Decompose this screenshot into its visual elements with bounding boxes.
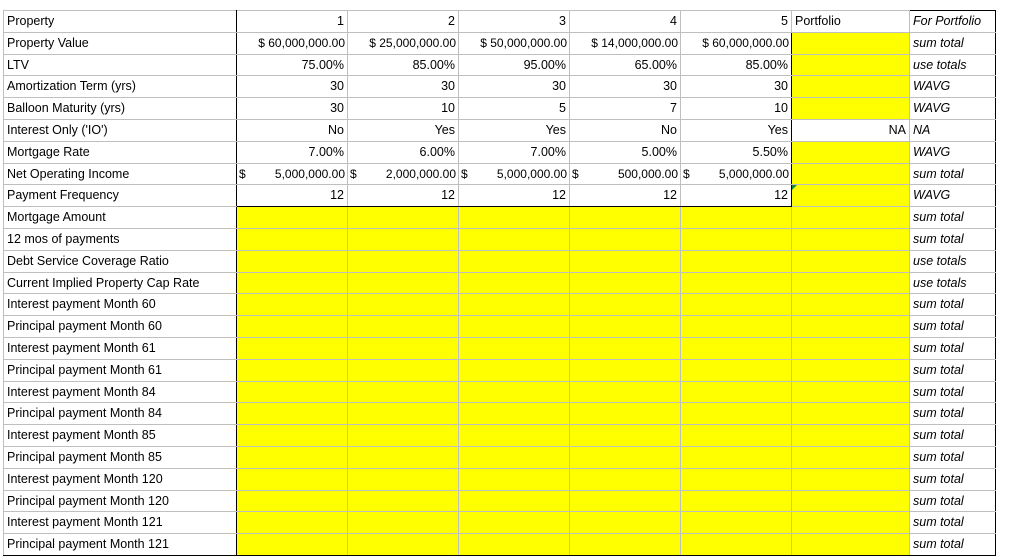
value-cell[interactable] [348,294,459,316]
row-label[interactable]: Principal payment Month 60 [4,316,237,338]
value-cell[interactable] [681,490,792,512]
portfolio-header-cell[interactable]: Portfolio [792,11,910,33]
input-row [4,141,996,163]
aggregation-note[interactable]: WAVG [910,185,996,207]
value-cell[interactable]: 30 [348,76,459,98]
value-cell[interactable]: 12 [681,185,792,207]
value-cell[interactable] [348,468,459,490]
aggregation-note[interactable]: sum total [910,163,996,185]
value-cell[interactable]: $ 14,000,000.00 [570,32,681,54]
row-label[interactable]: Payment Frequency [4,185,237,207]
value-cell[interactable] [570,294,681,316]
value-cell[interactable] [570,316,681,338]
value-cell[interactable] [681,207,792,229]
value-cell[interactable] [237,381,348,403]
value-cell[interactable]: 30 [459,76,570,98]
value-cell[interactable] [681,163,792,185]
value-cell[interactable] [348,337,459,359]
output-row [4,512,996,534]
value-cell[interactable]: 5.50% [681,141,792,163]
aggregation-note[interactable]: sum total [910,468,996,490]
value-cell[interactable] [570,207,681,229]
value-cell[interactable] [348,534,459,556]
value-cell[interactable] [570,403,681,425]
property-number-cell[interactable]: 2 [348,11,459,33]
portfolio-cell[interactable] [792,294,910,316]
value-cell[interactable]: No [237,119,348,141]
value-cell[interactable] [681,272,792,294]
portfolio-cell[interactable] [792,228,910,250]
property-number-cell[interactable]: 3 [459,11,570,33]
value-cell[interactable]: 85.00% [681,54,792,76]
value-cell[interactable] [237,228,348,250]
value-cell[interactable] [348,316,459,338]
value-cell[interactable]: Yes [348,119,459,141]
grid-body [4,11,996,556]
row-label[interactable]: Principal payment Month 85 [4,446,237,468]
portfolio-cell[interactable] [792,490,910,512]
value-cell[interactable] [237,490,348,512]
value-cell[interactable] [237,446,348,468]
value-cell[interactable]: 95.00% [459,54,570,76]
portfolio-cell[interactable] [792,272,910,294]
value-cell[interactable]: 7.00% [237,141,348,163]
input-row [4,119,996,141]
value-cell[interactable] [237,316,348,338]
value-cell[interactable] [237,294,348,316]
currency-symbol: $ [239,166,246,181]
aggregation-note[interactable]: sum total [910,490,996,512]
value-cell[interactable]: $ 60,000,000.00 [237,32,348,54]
value-cell[interactable] [237,403,348,425]
aggregation-note[interactable]: sum total [910,446,996,468]
value-cell[interactable] [348,381,459,403]
portfolio-cell[interactable] [792,54,910,76]
portfolio-cell[interactable] [792,316,910,338]
output-row [4,359,996,381]
value-cell[interactable]: 65.00% [570,54,681,76]
row-label[interactable]: Amortization Term (yrs) [4,76,237,98]
value-cell[interactable] [348,403,459,425]
value-cell[interactable] [459,207,570,229]
row-label[interactable]: Net Operating Income [4,163,237,185]
aggregation-note[interactable]: sum total [910,381,996,403]
header-row [4,11,996,33]
value-cell[interactable] [681,250,792,272]
row-label[interactable]: LTV [4,54,237,76]
row-label[interactable]: Interest payment Month 120 [4,468,237,490]
output-row [4,250,996,272]
value-cell[interactable]: 75.00% [237,54,348,76]
aggregation-note[interactable]: sum total [910,359,996,381]
output-row [4,207,996,229]
value-cell[interactable] [681,425,792,447]
value-cell[interactable] [570,534,681,556]
value-cell[interactable] [459,272,570,294]
value-cell[interactable] [570,468,681,490]
aggregation-note[interactable]: use totals [910,250,996,272]
currency-symbol: $ [461,166,468,181]
row-label[interactable]: Principal payment Month 84 [4,403,237,425]
value-cell[interactable]: 7.00% [459,141,570,163]
value-cell[interactable] [459,228,570,250]
value-cell[interactable]: 6.00% [348,141,459,163]
input-row [4,54,996,76]
value-cell[interactable] [237,272,348,294]
input-row [4,185,996,207]
output-row [4,425,996,447]
value-cell[interactable] [681,337,792,359]
portfolio-cell[interactable] [792,446,910,468]
value-cell[interactable] [681,228,792,250]
row-label[interactable]: Property [4,11,237,33]
aggregation-note[interactable]: sum total [910,316,996,338]
portfolio-cell[interactable] [792,403,910,425]
value-cell[interactable]: 30 [237,76,348,98]
value-cell[interactable]: Yes [681,119,792,141]
portfolio-cell[interactable]: NA [792,119,910,141]
aggregation-note[interactable]: sum total [910,32,996,54]
output-row [4,468,996,490]
aggregation-note[interactable]: WAVG [910,98,996,120]
value-cell[interactable] [237,425,348,447]
portfolio-cell[interactable] [792,337,910,359]
input-row [4,76,996,98]
value-cell[interactable] [570,272,681,294]
value-cell[interactable]: $ 50,000,000.00 [459,32,570,54]
value-cell[interactable] [348,512,459,534]
value-cell[interactable] [570,359,681,381]
input-row [4,32,996,54]
value-cell[interactable] [681,294,792,316]
value-cell[interactable] [459,337,570,359]
output-row [4,446,996,468]
aggregation-note[interactable]: WAVG [910,141,996,163]
portfolio-cell[interactable] [792,163,910,185]
value-cell[interactable] [237,207,348,229]
value-cell[interactable]: $ 25,000,000.00 [348,32,459,54]
aggregation-note[interactable]: sum total [910,228,996,250]
value-cell[interactable]: 10 [681,98,792,120]
value-cell[interactable] [237,359,348,381]
value-cell[interactable]: $ 60,000,000.00 [681,32,792,54]
row-label[interactable]: Principal payment Month 61 [4,359,237,381]
value-cell[interactable] [570,337,681,359]
value-cell[interactable] [237,534,348,556]
value-cell[interactable]: 12 [348,185,459,207]
value-cell[interactable] [459,381,570,403]
portfolio-cell[interactable] [792,207,910,229]
value-cell[interactable]: 85.00% [348,54,459,76]
cell-amount: 5,000,000.00 [718,166,789,181]
currency-symbol: $ [683,166,690,181]
portfolio-cell[interactable] [792,76,910,98]
for-portfolio-header-cell[interactable]: For Portfolio [910,11,996,33]
output-row [4,272,996,294]
output-row [4,337,996,359]
value-cell[interactable]: 10 [348,98,459,120]
row-label[interactable]: Interest payment Month 85 [4,425,237,447]
row-label[interactable]: Principal payment Month 121 [4,534,237,556]
value-cell[interactable] [570,425,681,447]
row-label[interactable]: Debt Service Coverage Ratio [4,250,237,272]
value-cell[interactable] [681,468,792,490]
value-cell[interactable] [348,207,459,229]
value-cell[interactable] [348,250,459,272]
portfolio-cell[interactable] [792,359,910,381]
value-cell[interactable]: 5.00% [570,141,681,163]
currency-symbol: $ [572,166,579,181]
value-cell[interactable]: No [570,119,681,141]
aggregation-note[interactable]: NA [910,119,996,141]
value-cell[interactable] [681,446,792,468]
row-label[interactable]: Property Value [4,32,237,54]
value-cell[interactable]: 12 [237,185,348,207]
value-cell[interactable] [459,250,570,272]
aggregation-note[interactable]: sum total [910,425,996,447]
portfolio-cell[interactable] [792,141,910,163]
value-cell[interactable] [570,228,681,250]
output-row [4,403,996,425]
aggregation-note[interactable]: sum total [910,512,996,534]
value-cell[interactable] [681,316,792,338]
value-cell[interactable] [348,163,459,185]
portfolio-cell[interactable] [792,98,910,120]
aggregation-note[interactable]: sum total [910,534,996,556]
cell-amount: 5,000,000.00 [496,166,567,181]
value-cell[interactable] [681,359,792,381]
value-cell[interactable]: 5 [459,98,570,120]
value-cell[interactable] [348,228,459,250]
value-cell[interactable] [570,446,681,468]
value-cell[interactable] [459,359,570,381]
cell-amount: 5,000,000.00 [274,166,345,181]
aggregation-note[interactable]: WAVG [910,76,996,98]
row-label[interactable]: Mortgage Rate [4,141,237,163]
aggregation-note[interactable]: sum total [910,294,996,316]
row-label[interactable]: Interest payment Month 121 [4,512,237,534]
cell-amount: 2,000,000.00 [385,166,456,181]
value-cell[interactable] [570,512,681,534]
output-row [4,228,996,250]
row-label[interactable]: Balloon Maturity (yrs) [4,98,237,120]
value-cell[interactable] [681,534,792,556]
portfolio-cell[interactable] [792,512,910,534]
spreadsheet-grid [3,10,996,556]
value-cell[interactable]: 30 [570,76,681,98]
value-cell[interactable] [570,381,681,403]
value-cell[interactable]: 12 [570,185,681,207]
portfolio-cell[interactable] [792,250,910,272]
value-cell[interactable]: 7 [570,98,681,120]
value-cell[interactable]: 30 [237,98,348,120]
aggregation-note[interactable]: use totals [910,272,996,294]
output-row [4,294,996,316]
value-cell[interactable] [237,250,348,272]
value-cell[interactable] [237,468,348,490]
value-cell[interactable] [570,250,681,272]
aggregation-note[interactable]: sum total [910,207,996,229]
value-cell[interactable] [570,490,681,512]
portfolio-cell[interactable] [792,468,910,490]
row-label[interactable]: Principal payment Month 120 [4,490,237,512]
input-row [4,163,996,185]
row-label[interactable]: Interest payment Month 60 [4,294,237,316]
aggregation-note[interactable]: sum total [910,403,996,425]
property-number-cell[interactable]: 1 [237,11,348,33]
value-cell[interactable] [459,490,570,512]
value-cell[interactable]: 30 [681,76,792,98]
value-cell[interactable] [459,316,570,338]
output-row [4,316,996,338]
value-cell[interactable] [348,446,459,468]
value-cell[interactable] [459,294,570,316]
value-cell[interactable]: 12 [459,185,570,207]
value-cell[interactable] [681,512,792,534]
row-label[interactable]: Interest Only ('IO') [4,119,237,141]
row-label[interactable]: Mortgage Amount [4,207,237,229]
value-cell[interactable] [570,163,681,185]
value-cell[interactable] [459,425,570,447]
value-cell[interactable] [459,163,570,185]
row-label[interactable]: Current Implied Property Cap Rate [4,272,237,294]
aggregation-note[interactable]: sum total [910,337,996,359]
row-label[interactable]: 12 mos of payments [4,228,237,250]
portfolio-cell[interactable] [792,32,910,54]
portfolio-cell[interactable] [792,425,910,447]
value-cell[interactable] [459,534,570,556]
value-cell[interactable] [348,425,459,447]
portfolio-cell[interactable] [792,381,910,403]
row-label[interactable]: Interest payment Month 84 [4,381,237,403]
currency-symbol: $ [350,166,357,181]
value-cell[interactable] [459,446,570,468]
row-label[interactable]: Interest payment Month 61 [4,337,237,359]
value-cell[interactable] [237,337,348,359]
output-row [4,381,996,403]
property-number-cell[interactable]: 5 [681,11,792,33]
value-cell[interactable] [348,359,459,381]
portfolio-cell[interactable] [792,534,910,556]
value-cell[interactable] [459,512,570,534]
value-cell[interactable] [348,272,459,294]
output-row [4,534,996,556]
value-cell[interactable] [348,490,459,512]
output-row [4,490,996,512]
value-cell[interactable]: Yes [459,119,570,141]
value-cell[interactable] [681,403,792,425]
value-cell[interactable] [681,381,792,403]
property-number-cell[interactable]: 4 [570,11,681,33]
value-cell[interactable] [459,468,570,490]
portfolio-cell[interactable] [792,185,910,207]
value-cell[interactable] [237,512,348,534]
value-cell[interactable] [459,403,570,425]
cell-amount: 500,000.00 [617,166,678,181]
value-cell[interactable] [237,163,348,185]
input-row [4,98,996,120]
aggregation-note[interactable]: use totals [910,54,996,76]
